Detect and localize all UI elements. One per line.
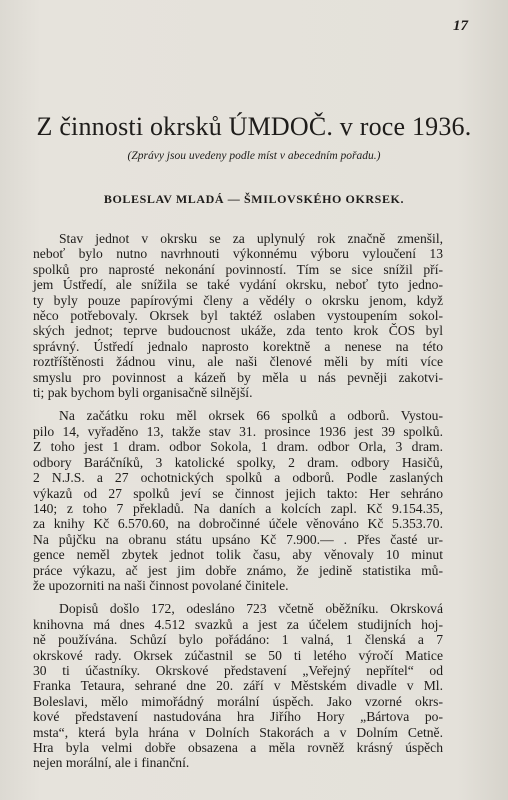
text-line: že upozorniti na naši činnost povolané činitele. bbox=[33, 577, 289, 593]
text-line: jem Ústředí, ale snížila se také vydání okrsku, neboť tyto jedno- bbox=[33, 277, 443, 293]
text-line: smyslu pro povinnost a kázeň by měla u nás pevněji zakotvi- bbox=[33, 369, 443, 385]
text-line: pilo 14, vyřaděno 13, takže stav 31. prosince 1936 jest 39 spolků. bbox=[33, 423, 443, 439]
text-line: ty byly pouze papírovými členy a vědély o okrsku jenom, když bbox=[33, 292, 443, 308]
section-heading: BOLESLAV MLADÁ — ŠMILOVSKÉHO OKRSEK. bbox=[103, 192, 405, 206]
body-text bbox=[33, 231, 443, 779]
text-line: Hra byla velmi dobře obsazena a měla rovněž krásný úspěch bbox=[33, 740, 443, 755]
text-line: práce výkazu, ač jest jim dobře známo, že jedině statistika mů- bbox=[33, 562, 443, 578]
text-line: neboť bylo nutno navrhnouti výkonnému výboru vyloučení 13 bbox=[33, 246, 443, 262]
text-line: za knihy Kč 6.570.60, na dobročinné účele věnováno Kč 5.353.70. bbox=[33, 516, 443, 532]
text-line: ti; pak bychom byli organisačně silnější. bbox=[33, 385, 253, 401]
text-line: 30 ti účastníky. Okrskové představení „Veřejný nepřítel“ od bbox=[33, 662, 443, 678]
text-line: Boleslavi, mělo mimořádný morální úspěch. Jako vzorné okrs- bbox=[33, 693, 443, 709]
text-line: ských jednot; teprve budoucnost ukáže, zda tento krok ČOS byl bbox=[33, 323, 443, 339]
text-line: spolků pro naprosté nekonání povinností. Tím se sice snížil pří- bbox=[33, 261, 443, 277]
paragraph bbox=[33, 231, 443, 400]
text-line: knihovna má dnes 4.512 svazků a jest za účelem studijních hoj- bbox=[33, 616, 443, 632]
text-line: msta“, která byla hrána v Dolních Stakorách a v Dolním Cetně. bbox=[33, 724, 443, 740]
paragraph bbox=[33, 601, 443, 770]
text-line: odbory Baráčníků, 3 katolické spolky, 2 dram. odbory Hasičů, bbox=[33, 454, 443, 470]
page-subtitle: (Zprávy jsou uvedeny podle míst v abecedním pořadu.) bbox=[127, 150, 381, 162]
text-line: Franka Tetaura, sehrané dne 20. září v Městském divadle v Ml. bbox=[33, 678, 443, 694]
text-line: výkazů od 27 spolků jeví se činnost jejich takto: Her sehráno bbox=[33, 485, 443, 501]
text-line: něco potřebovaly. Okrsek byl taktéž oslaben vystoupením sokol- bbox=[33, 308, 443, 324]
text-line: nejen morální, ale i finanční. bbox=[33, 755, 190, 771]
text-line: správný. Ústředí jednalo naprosto korektně a nenese na této bbox=[33, 338, 443, 354]
text-line: okrskové rady. Okrsek zúčastnil se 50 ti letého výročí Matice bbox=[33, 647, 443, 663]
text-line: Stav jednot v okrsku se za uplynulý rok značně zmenšil, bbox=[59, 231, 443, 246]
text-line: roztříštěnosti žádnou vinu, ale naši členové měli by míti více bbox=[33, 354, 443, 370]
page-title: Z činnosti okrsků ÚMDOČ. v roce 1936. bbox=[36, 112, 472, 141]
text-line: Z toho jest 1 dram. odbor Sokola, 1 dram. odbor Orla, 3 dram. bbox=[33, 439, 443, 455]
text-line: 2 N.J.S. a 27 ochotnických spolků a odborů. Podle zaslaných bbox=[33, 470, 443, 486]
text-line: ně používána. Schůzí bylo pořádáno: 1 valná, 1 členská a 7 bbox=[33, 632, 443, 648]
text-line: kové představení nastudována hra Jiřího Hory „Bártova po- bbox=[33, 709, 443, 725]
text-line: 140; z toho 7 překladů. Na daních a kolcích zapl. Kč 9.154.35, bbox=[33, 500, 443, 516]
text-line: Na začátku roku měl okrsek 66 spolků a odborů. Vystou- bbox=[59, 408, 443, 424]
text-line: Dopisů došlo 172, odesláno 723 včetně oběžníku. Okrsková bbox=[59, 601, 443, 617]
page-number: 17 bbox=[453, 18, 468, 34]
text-line: Na půjčku na obranu státu upsáno Kč 7.900.— . Přes časté ur- bbox=[33, 531, 443, 547]
paragraph bbox=[33, 408, 443, 593]
text-line: gence neměl zbytek jednot tolik času, aby věnovaly 10 minut bbox=[33, 547, 443, 563]
